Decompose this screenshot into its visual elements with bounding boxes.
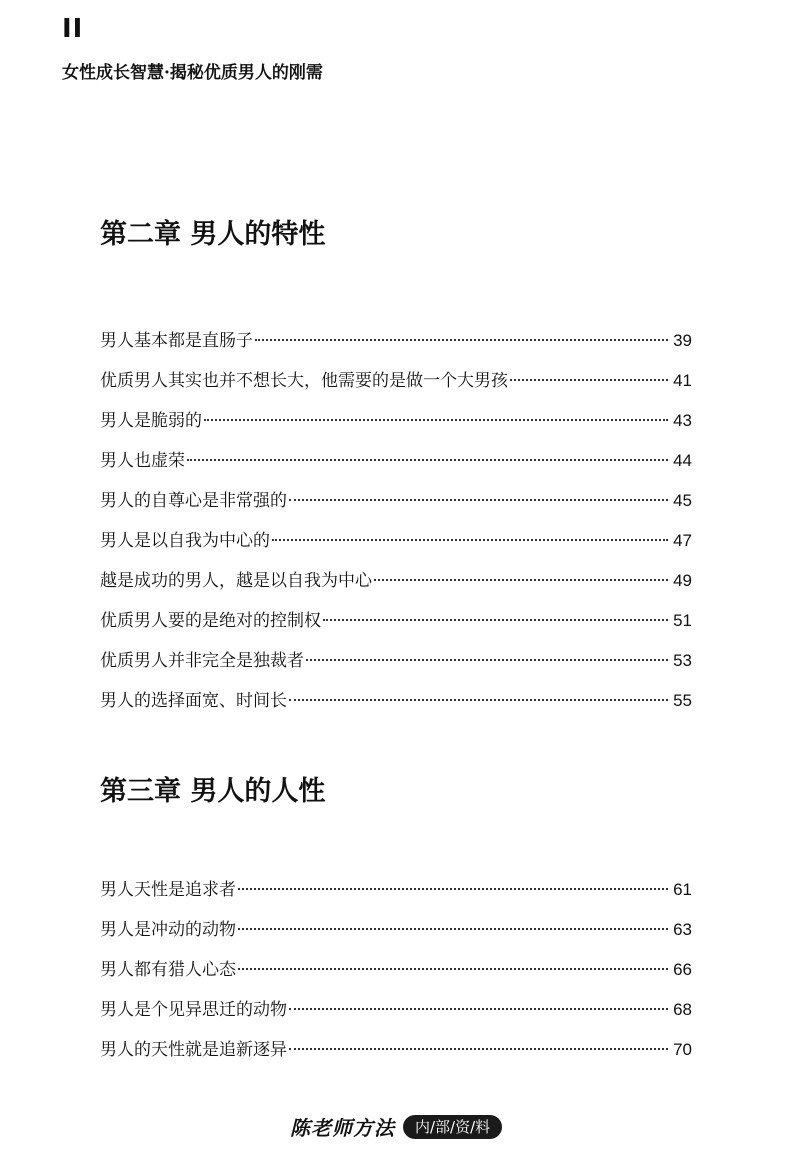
toc-entry[interactable] xyxy=(100,990,692,1030)
toc-page-number: 44 xyxy=(673,451,692,470)
toc-entry[interactable] xyxy=(100,681,692,721)
footer xyxy=(290,1112,502,1141)
dot-leader xyxy=(272,539,668,541)
page-number: II xyxy=(62,14,84,44)
toc-entry[interactable] xyxy=(100,601,692,641)
toc-page-number: 55 xyxy=(673,691,692,710)
dot-leader xyxy=(289,1008,668,1010)
toc-page-number: 66 xyxy=(673,960,692,979)
toc-entry[interactable] xyxy=(100,321,692,361)
toc-entry-text: 优质男人并非完全是独裁者 xyxy=(100,651,304,671)
toc-entry[interactable] xyxy=(100,641,692,681)
toc-page-number: 43 xyxy=(673,411,692,430)
toc-entry[interactable] xyxy=(100,521,692,561)
toc-page-number: 63 xyxy=(673,920,692,939)
toc-page-number: 51 xyxy=(673,611,692,630)
toc-entry-text: 男人是脆弱的 xyxy=(100,411,202,431)
toc-entry[interactable] xyxy=(100,441,692,481)
toc-page-number: 39 xyxy=(673,331,692,350)
toc-entry-text: 男人也虚荣 xyxy=(100,451,185,471)
toc-entry-text: 男人的天性就是追新逐异 xyxy=(100,1040,287,1060)
toc-entry-text: 男人是个见异思迁的动物 xyxy=(100,1000,287,1020)
toc-entry[interactable] xyxy=(100,910,692,950)
dot-leader xyxy=(374,579,668,581)
toc-list xyxy=(100,870,692,1070)
toc-page-number: 45 xyxy=(673,491,692,510)
dot-leader xyxy=(323,619,668,621)
dot-leader xyxy=(306,659,668,661)
chapter-title: 第二章 男人的特性 xyxy=(100,219,326,250)
dot-leader xyxy=(289,1048,668,1050)
chapter-section-3 xyxy=(100,772,692,1070)
toc-entry-text: 越是成功的男人，越是以自我为中心 xyxy=(100,571,372,591)
dot-leader xyxy=(238,968,668,970)
toc-page-number: 41 xyxy=(673,371,692,390)
toc-entry-text: 男人都有猎人心态 xyxy=(100,960,236,980)
toc-entry[interactable] xyxy=(100,481,692,521)
toc-entry[interactable] xyxy=(100,950,692,990)
toc-entry-text: 男人基本都是直肠子 xyxy=(100,331,253,351)
chapter-section-2 xyxy=(100,215,692,721)
toc-entry-text: 男人是以自我为中心的 xyxy=(100,531,270,551)
running-header-title: 女性成长智慧·揭秘优质男人的刚需 xyxy=(62,63,323,83)
toc-entry[interactable] xyxy=(100,1030,692,1070)
toc-page-number: 47 xyxy=(673,531,692,550)
toc-entry[interactable] xyxy=(100,561,692,601)
toc-entry[interactable] xyxy=(100,401,692,441)
toc-entry-text: 优质男人要的是绝对的控制权 xyxy=(100,611,321,631)
toc-page-number: 61 xyxy=(673,880,692,899)
dot-leader xyxy=(510,379,668,381)
toc-entry-text: 优质男人其实也并不想长大，他需要的是做一个大男孩 xyxy=(100,371,508,391)
toc-entry-text: 男人天性是追求者 xyxy=(100,880,236,900)
toc-entry[interactable] xyxy=(100,870,692,910)
toc-list xyxy=(100,321,692,721)
toc-page-number: 49 xyxy=(673,571,692,590)
dot-leader xyxy=(255,339,668,341)
dot-leader xyxy=(238,888,668,890)
dot-leader xyxy=(289,699,668,701)
footer-badge: 内/部/资/料 xyxy=(403,1115,502,1139)
toc-entry[interactable] xyxy=(100,361,692,401)
dot-leader xyxy=(187,459,668,461)
toc-page-number: 53 xyxy=(673,651,692,670)
dot-leader xyxy=(204,419,668,421)
footer-brand: 陈老师方法 xyxy=(290,1116,395,1140)
toc-page-number: 70 xyxy=(673,1040,692,1059)
dot-leader xyxy=(289,499,668,501)
chapter-title: 第三章 男人的人性 xyxy=(100,776,326,807)
toc-entry-text: 男人是冲动的动物 xyxy=(100,920,236,940)
toc-entry-text: 男人的选择面宽、时间长 xyxy=(100,691,287,711)
toc-page-number: 68 xyxy=(673,1000,692,1019)
toc-entry-text: 男人的自尊心是非常强的 xyxy=(100,491,287,511)
dot-leader xyxy=(238,928,668,930)
